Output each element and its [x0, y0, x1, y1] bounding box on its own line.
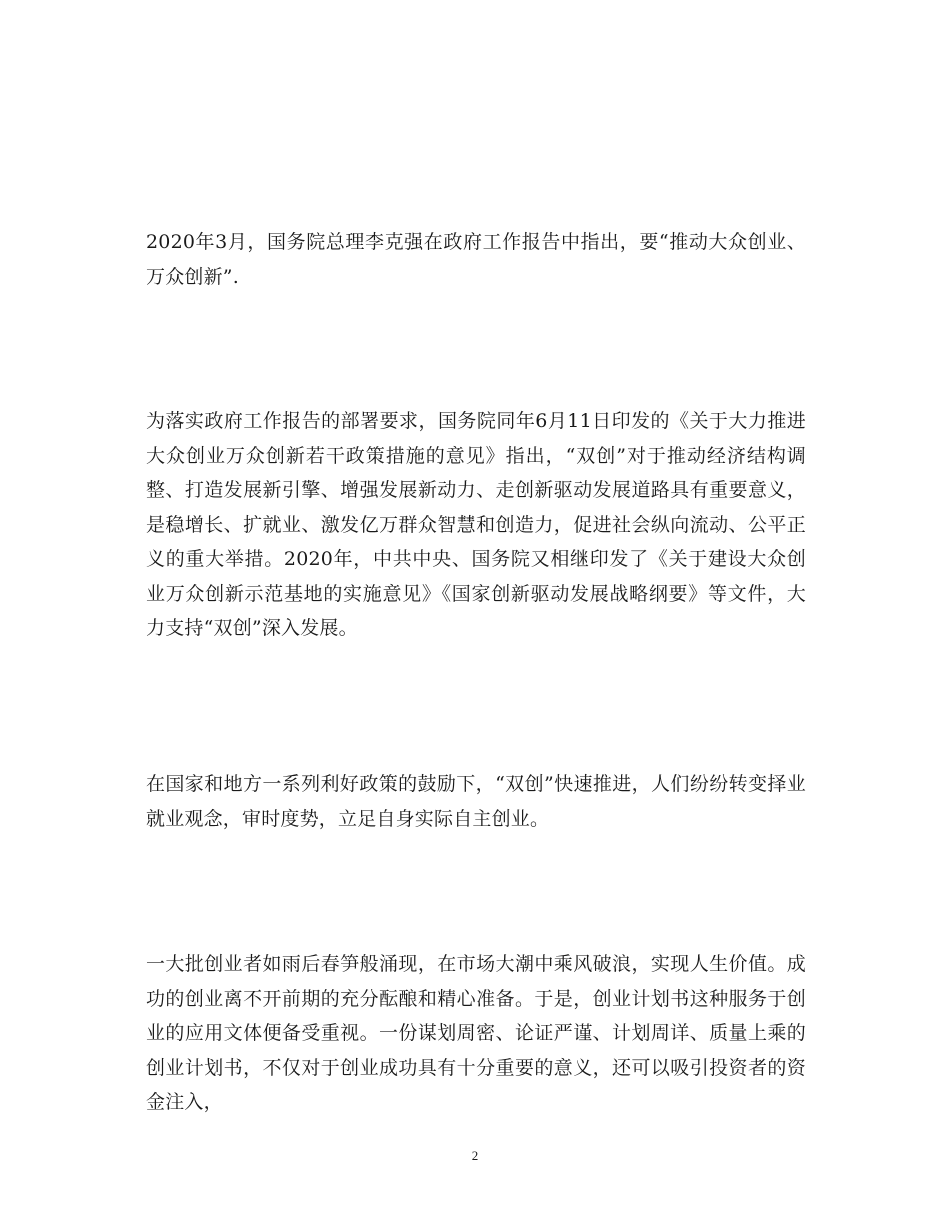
- paragraph-entrepreneurs: 一大批创业者如雨后春笋般涌现，在市场大潮中乘风破浪，实现人生价值。成功的创业离不开前期的充分酝酿和精心准备。于是，创业计划书这种服务于创业的应用文体便备受重视。一份谋划周密、论证严谨、计划周详、质量上乘的创业计划书，不仅对于创业成功具有十分重要的意义，还可以吸引投资者的资金注入，: [146, 953, 806, 1113]
- page-number: 2: [471, 1148, 479, 1163]
- paragraph-policy-encouragement: 在国家和地方一系列利好政策的鼓励下，“双创”快速推进，人们纷纷转变择业就业观念，审时度势，立足自身实际自主创业。: [146, 773, 806, 830]
- paragraph-state-council-opinion: 为落实政府工作报告的部署要求，国务院同年6月11日印发的《关于大力推进大众创业万众创新若干政策措施的意见》指出，“双创”对于推动经济结构调整、打造发展新引擎、增强发展新动力、走创新驱动发展道路具有重要意义，是稳增长、扩就业、激发亿万群众智慧和创造力，促进社会纵向流动、公平正义的重大举措。2020年，中共中央、国务院又相继印发了《关于建设大众创业万众创新示范基地的实施意见》《国家创新驱动发展战略纲要》等文件，大力支持“双创”深入发展。: [146, 410, 806, 639]
- paragraph-policy-announcement: 2020年3月，国务院总理李克强在政府工作报告中指出，要“推动大众创业、万众创新”.: [146, 231, 806, 288]
